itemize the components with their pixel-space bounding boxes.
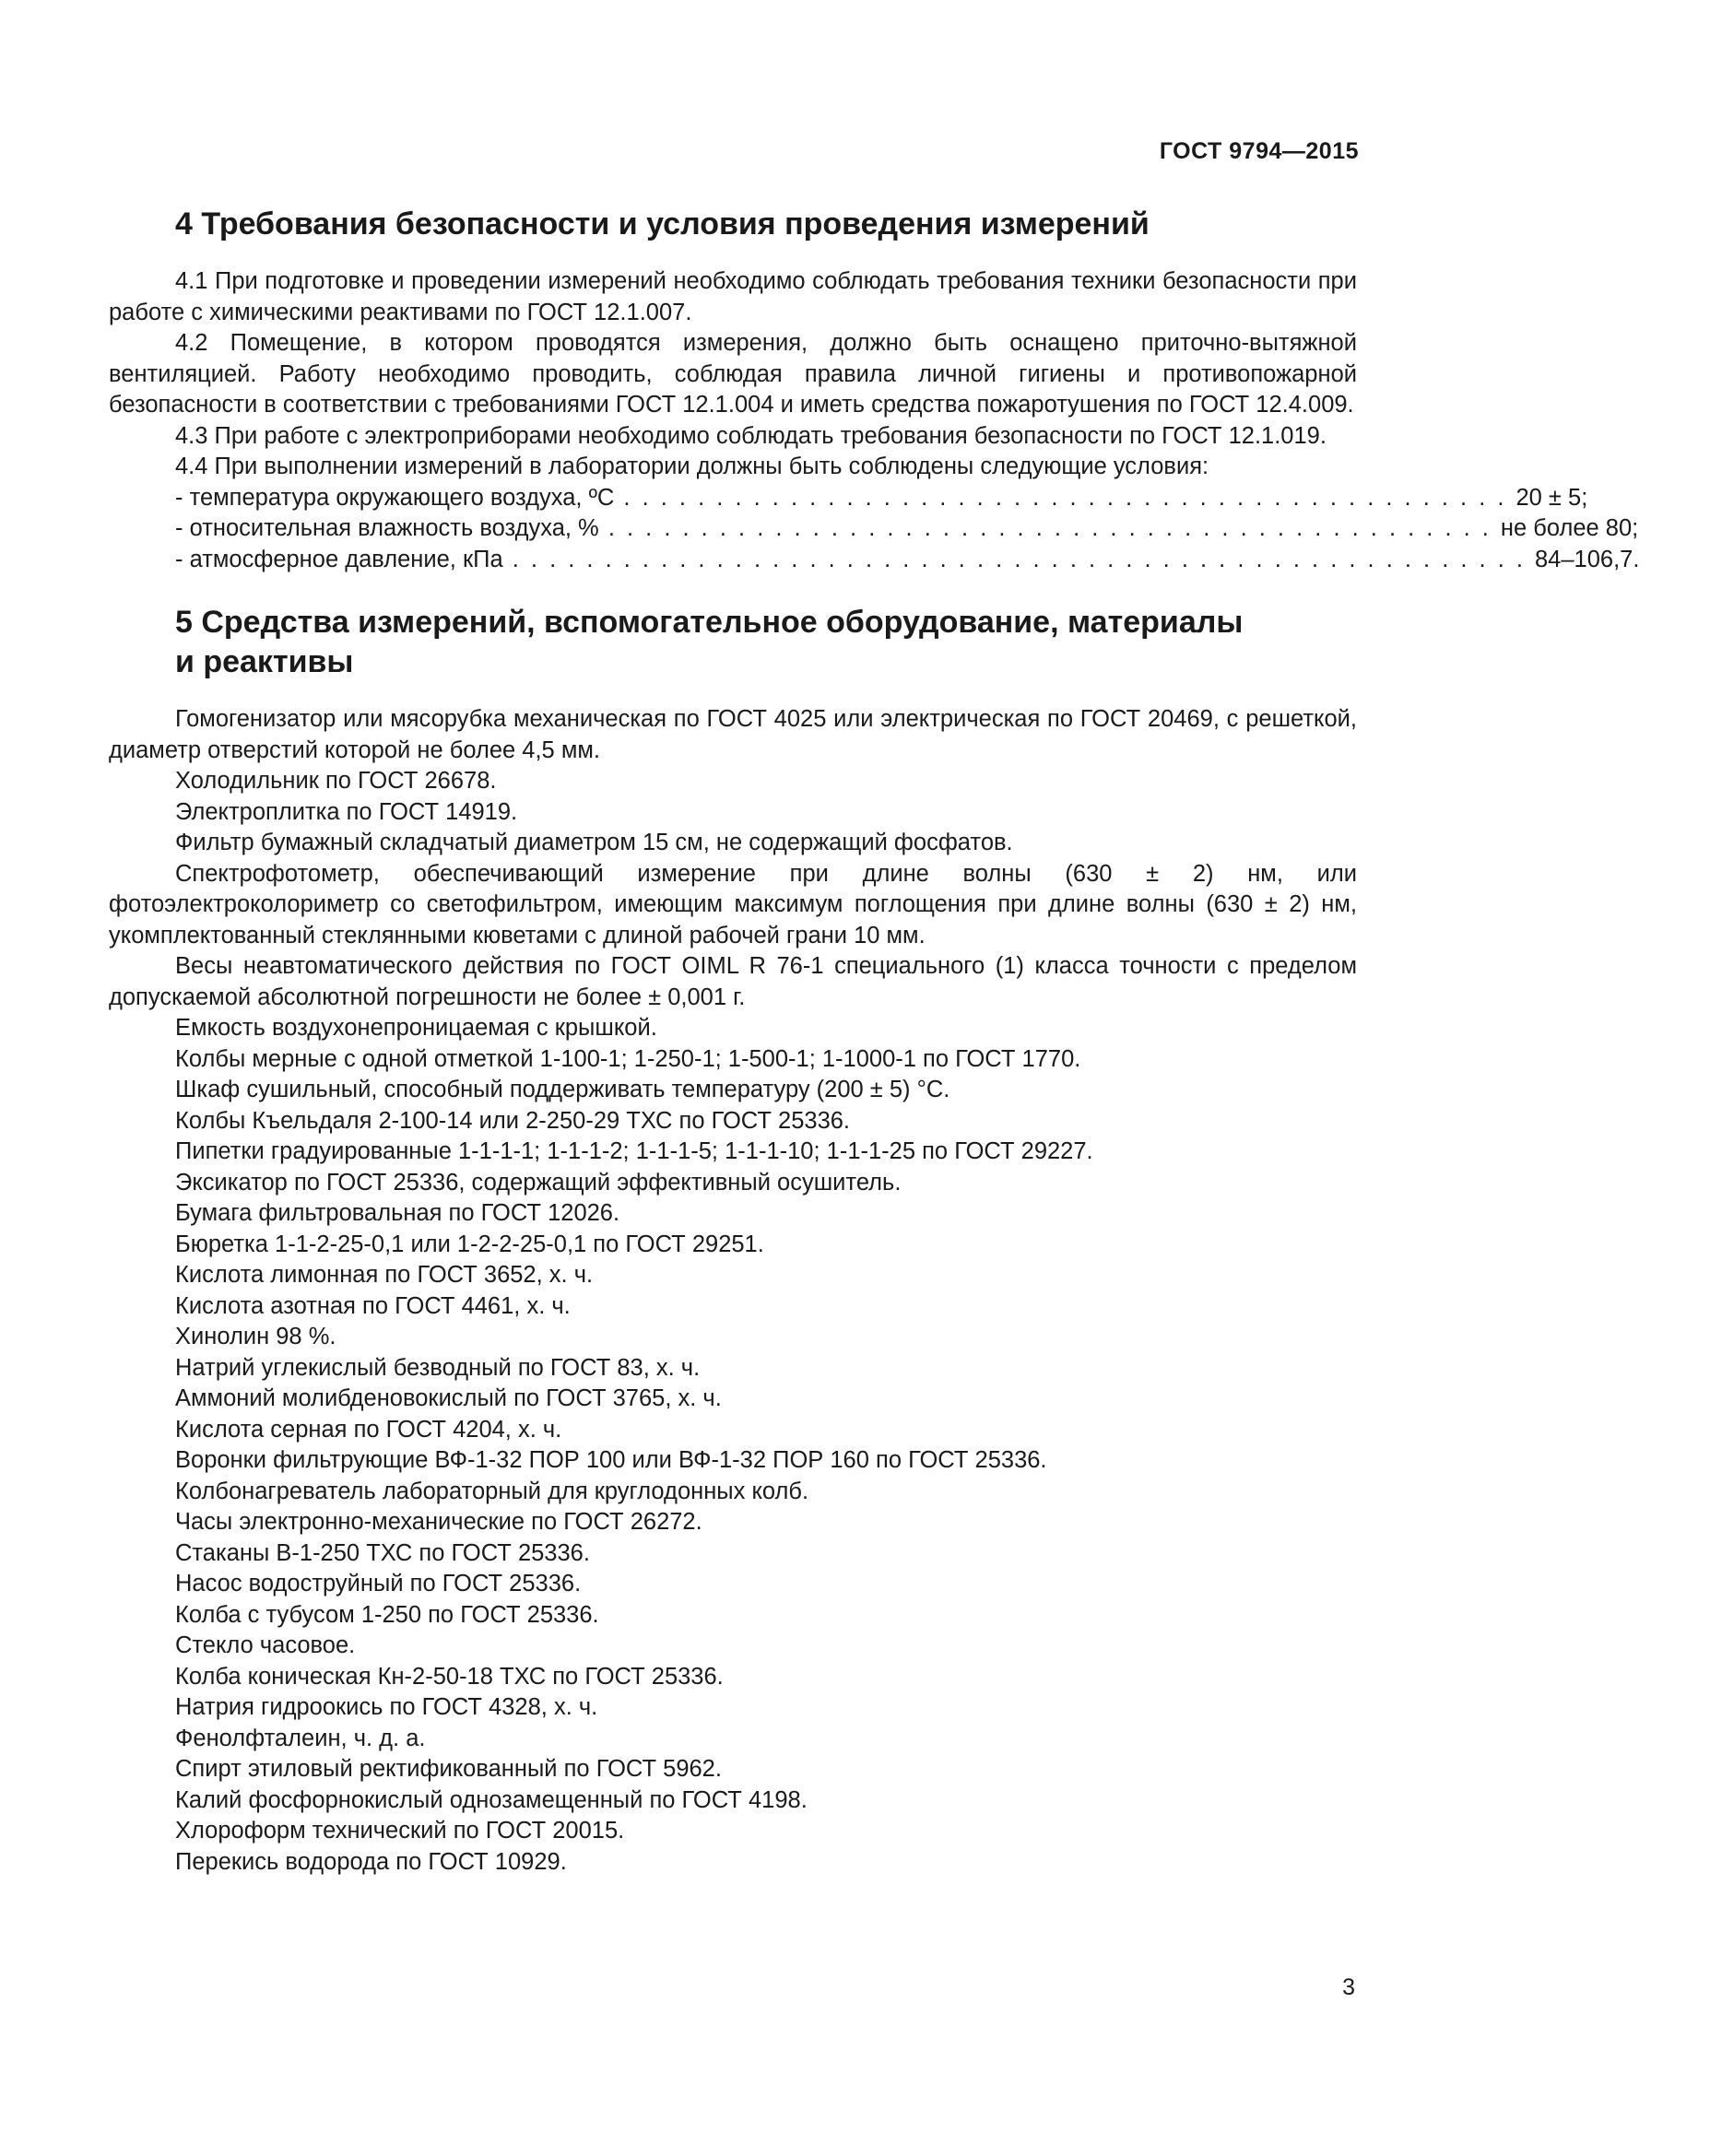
section-5-title-line-2: и реактивы [175,644,354,679]
section-4-body [109,266,1640,575]
list-item: Фильтр бумажный складчатый диаметром 15 см, не содержащий фосфатов. [175,830,1013,855]
list-item: Колба с тубусом 1-250 по ГОСТ 25336. [175,1601,599,1628]
condition-label: - температура окружающего воздуха, ºС [175,484,615,511]
list-item: Колба коническая Кн-2-50-18 ТХС по ГОСТ 25336. [175,1663,724,1690]
list-item: Стекло часовое. [175,1632,356,1658]
list-item: Электроплитка по ГОСТ 14919. [175,798,518,825]
list-item: Перекись водорода по ГОСТ 10929. [175,1848,567,1875]
leader-dots: . . . . . . . . . . . . . . . . . . . . . . . . . . . . . . . . . . . . . . . . . . . . . . . . [598,515,1492,541]
section-5-title-line-1: 5 Средства измерений, вспомогательное оборудование, материалы [175,605,1244,640]
document-id: ГОСТ 9794—2015 [1159,138,1359,164]
list-item: Калий фосфорнокислый однозамещенный по ГОСТ 4198. [175,1786,808,1813]
list-item: Воронки фильтрующие ВФ-1-32 ПОР 100 или ВФ-1-32 ПОР 160 по ГОСТ 25336. [175,1447,1047,1473]
list-item: Спектрофотометр, обеспечивающий измерение при длине волны (630 ± 2) нм, или фотоэлектроколориметр со светофильтром, имеющим максимум поглощения при длине волны (630 ± 2) нм, укомплектованный стеклянными кюветами с длиной рабочей грани 10 мм. [109,860,1357,948]
list-item: Шкаф сушильный, способный поддерживать температуру (200 ± 5) °С. [175,1077,950,1102]
page-number: 3 [1342,1974,1355,2000]
list-item: Эксикатор по ГОСТ 25336, содержащий эффективный осушитель. [175,1169,902,1196]
condition-humidity [109,513,1639,545]
condition-value: 84–106,7. [1534,546,1640,572]
list-item: Часы электронно-механические по ГОСТ 26272. [175,1509,702,1535]
paragraph-4-4: 4.4 При выполнении измерений в лаборатории должны быть соблюдены следующие условия: [175,454,1209,479]
list-item: Кислота лимонная по ГОСТ 3652, х. ч. [175,1262,594,1288]
list-item: Емкость воздухонепроницаемая с крышкой. [175,1015,657,1041]
condition-label: - атмосферное давление, кПа [175,546,503,572]
condition-value: не более 80; [1500,515,1639,541]
leader-dots: . . . . . . . . . . . . . . . . . . . . . . . . . . . . . . . . . . . . . . . . . . . . . . . . [614,484,1507,511]
list-item: Колбы Къельдаля 2-100-14 или 2-250-29 ТХС по ГОСТ 25336. [175,1107,851,1134]
list-item: Аммоний молибденовокислый по ГОСТ 3765, х. ч. [175,1385,722,1411]
list-item: Насос водоструйный по ГОСТ 25336. [175,1571,582,1596]
paragraph-4-2: 4.2 Помещение, в котором проводятся измерения, должно быть оснащено приточно-вытяжной вентиляцией. Работу необходимо проводить, соблюдая правила личной гигиены и противопожарной безопасности в соответствии с требованиями ГОСТ 12.1.004 и иметь средства пожаротушения по ГОСТ 12.4.009. [109,330,1357,418]
list-item: Стаканы В-1-250 ТХС по ГОСТ 25336. [175,1539,590,1566]
list-item: Кислота серная по ГОСТ 4204, х. ч. [175,1416,562,1443]
list-item: Гомогенизатор или мясорубка механическая по ГОСТ 4025 или электрическая по ГОСТ 20469, с решеткой, диаметр отверстий которой не более 4,5 мм. [109,706,1357,763]
list-item: Холодильник по ГОСТ 26678. [175,768,497,794]
page-content [109,205,1640,1878]
condition-value: 20 ± 5; [1515,484,1588,511]
list-item: Весы неавтоматического действия по ГОСТ OIML R 76-1 специального (1) класса точности с пределом допускаемой абсолютной погрешности не более ± 0,001 г. [109,953,1357,1010]
condition-label: - относительная влажность воздуха, % [175,515,599,541]
equipment-list [109,704,1357,1878]
paragraph-4-3: 4.3 При работе с электроприборами необходимо соблюдать требования безопасности по ГОСТ 12.1.019. [175,422,1327,449]
list-item: Бумага фильтровальная по ГОСТ 12026. [175,1200,620,1226]
list-item: Хинолин 98 %. [175,1324,336,1349]
list-item: Натрия гидроокись по ГОСТ 4328, х. ч. [175,1694,598,1720]
section-5-title [109,603,1357,682]
list-item: Колбы мерные с одной отметкой 1-100-1; 1-250-1; 1-500-1; 1-1000-1 по ГОСТ 1770. [175,1045,1081,1072]
list-item: Хлороформ технический по ГОСТ 20015. [175,1818,625,1844]
condition-pressure [109,545,1640,576]
list-item: Спирт этиловый ректификованный по ГОСТ 5962. [175,1756,722,1782]
list-item: Бюретка 1-1-2-25-0,1 или 1-2-2-25-0,1 по ГОСТ 29251. [175,1231,764,1257]
section-4-title: 4 Требования безопасности и условия проведения измерений [175,206,1150,242]
condition-temperature [109,483,1588,514]
list-item: Натрий углекислый безводный по ГОСТ 83, х. ч. [175,1354,701,1381]
list-item: Колбонагреватель лабораторный для круглодонных колб. [175,1478,809,1504]
leader-dots: . . . . . . . . . . . . . . . . . . . . . . . . . . . . . . . . . . . . . . . . . . . . . . . . . . . . . . . [502,546,1526,572]
list-item: Пипетки градуированные 1-1-1-1; 1-1-1-2; 1-1-1-5; 1-1-1-10; 1-1-1-25 по ГОСТ 29227. [175,1138,1093,1164]
list-item: Фенолфталеин, ч. д. а. [175,1725,426,1751]
list-item: Кислота азотная по ГОСТ 4461, х. ч. [175,1292,571,1319]
paragraph-4-1: 4.1 При подготовке и проведении измерений необходимо соблюдать требования техники безопасности при работе с химическими реактивами по ГОСТ 12.1.007. [109,268,1357,325]
